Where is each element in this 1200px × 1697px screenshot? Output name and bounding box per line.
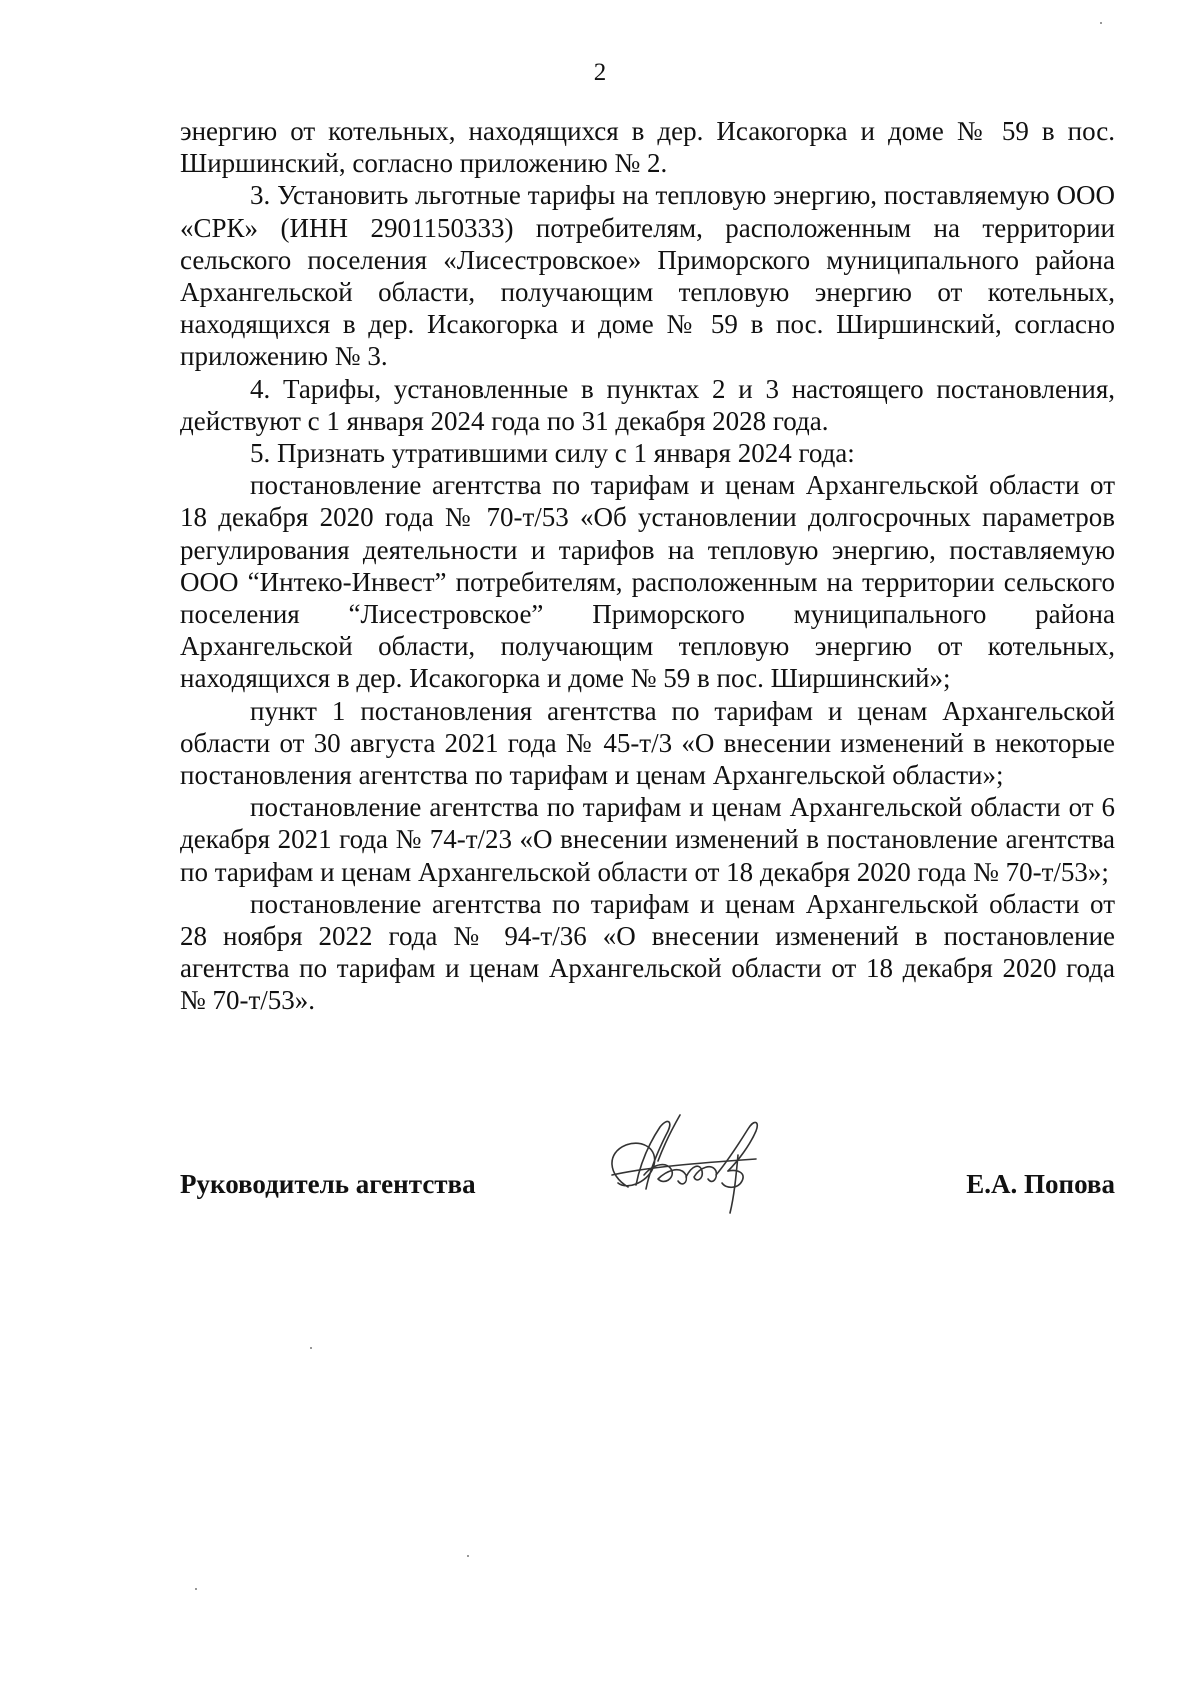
paragraph-item-3: 3. Установить льготные тарифы на тепловую энергию, поставляемую ООО «СРК» (ИНН 2901150333) потребителям, расположенным на территории сельского поселения «Лисестровское» Приморского муниципального района Архангельской области, получающим тепловую энергию от котельных, находящихся в дер. Исакогорка и доме № 59 в пос. Ширшинский, согласно приложению № 3. (180, 180, 1115, 372)
repealed-act-3: постановление агентства по тарифам и ценам Архангельской области от 6 декабря 2021 года № 74-т/23 «О внесении изменений в постановление агентства по тарифам и ценам Архангельской области от 18 декабря 2020 года № 70-т/53»; (180, 792, 1115, 887)
repealed-act-4: постановление агентства по тарифам и ценам Архангельской области от 28 ноября 2022 года № 94-т/36 «О внесении изменений в постановление агентства по тарифам и ценам Архангельской области от 18 декабря 2020 года № 70-т/53». (180, 888, 1115, 1016)
repealed-act-2: пункт 1 постановления агентства по тарифам и ценам Архангельской области от 30 августа 2021 года № 45-т/3 «О внесении изменений в некоторые постановления агентства по тарифам и ценам Архангельской области»; (180, 695, 1115, 791)
scan-speck (195, 1588, 197, 1590)
scan-speck (467, 1555, 469, 1557)
document-body (180, 115, 1115, 1017)
signatory-title: Руководитель агентства (180, 1169, 476, 1199)
handwritten-signature (588, 1105, 778, 1220)
page-number: 2 (593, 59, 607, 86)
scan-speck (310, 1347, 312, 1349)
paragraph-item-5: 5. Признать утратившими силу с 1 января 2024 года: (250, 438, 855, 469)
paragraph-continuation: энергию от котельных, находящихся в дер. Исакогорка и доме № 59 в пос. Ширшинский, согласно приложению № 2. (180, 116, 1115, 179)
paragraph-item-4: 4. Тарифы, установленные в пунктах 2 и 3 настоящего постановления, действуют с 1 января 2024 года по 31 декабря 2028 года. (180, 373, 1115, 436)
signature-block (180, 1150, 1115, 1220)
signatory-name: Е.А. Попова (966, 1169, 1115, 1199)
scan-speck (1100, 22, 1102, 24)
repealed-act-1: постановление агентства по тарифам и ценам Архангельской области от 18 декабря 2020 года № 70-т/53 «Об установлении долгосрочных параметров регулирования деятельности и тарифов на тепловую энергию, поставляемую ООО “Интеко-Инвест” потребителям, расположенным на территории сельского поселения “Лисестровское” Приморского муниципального района Архангельской области, получающим тепловую энергию от котельных, находящихся в дер. Исакогорка и доме № 59 в пос. Ширшинский»; (180, 470, 1115, 694)
